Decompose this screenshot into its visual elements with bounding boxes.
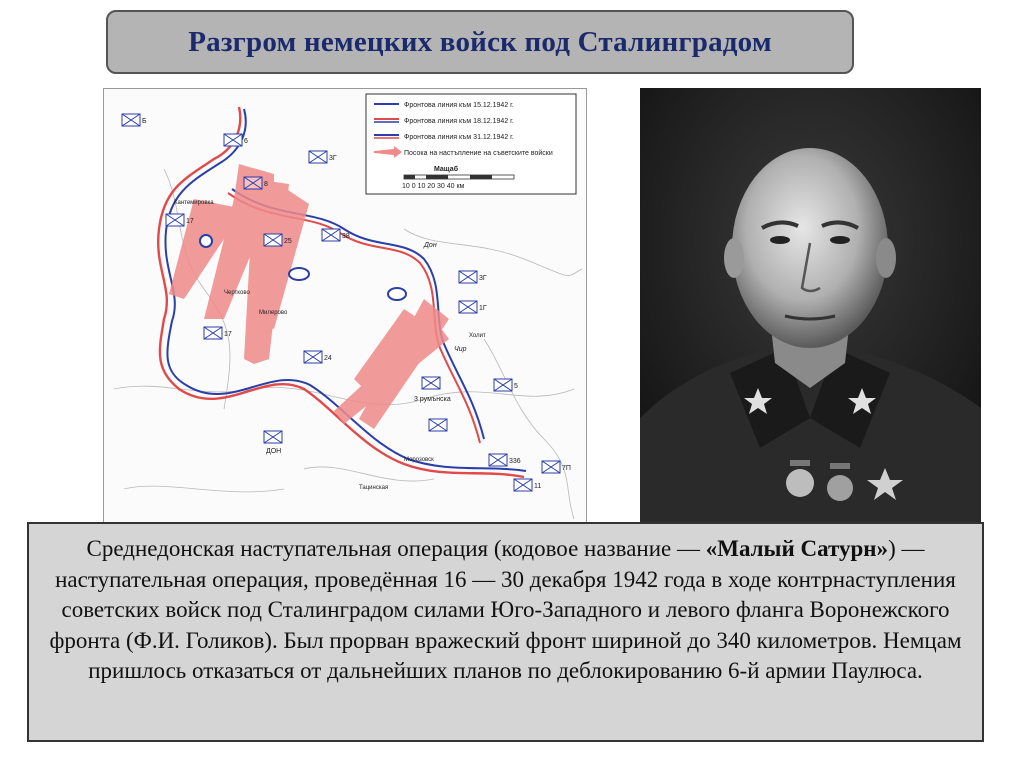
label-army-3g-top: 3Г (329, 155, 337, 162)
label-river-don: Дон (424, 242, 437, 249)
label-army-5: 5 (514, 383, 518, 390)
label-army-8: 8 (264, 181, 268, 188)
label-army-336: 336 (509, 458, 521, 465)
unit-11 (514, 479, 532, 491)
svg-text:Фронтова линия към 18.12.1942: Фронтова линия към 18.12.1942 г. (404, 118, 514, 125)
unit-8 (244, 177, 262, 189)
label-army-b: Б (142, 118, 147, 125)
svg-text:Фронтова линия към 15.12.1942: Фронтова линия към 15.12.1942 г. (404, 102, 514, 109)
portrait-svg (640, 88, 981, 525)
caption-text-2: ) — наступательная операция, проведённая 16 — 30 декабря 1942 года в ходе контрнаступления советских войск под Сталинградом силами Юго-Западного и левого фланга Воронежского фронта (Ф.И. Голиков). Был прорван вражеский фронт шириной до 340 километров. Немцам пришлось отказаться от дальнейших планов по деблокированию 6-й армии Паулюса. (49, 536, 962, 683)
description-box (27, 522, 984, 742)
label-army-don: ДОН (266, 448, 282, 455)
label-army-17-b: 17 (224, 331, 232, 338)
label-city-morozovsk: Морозовск (404, 457, 434, 463)
label-army-1g: 1Г (479, 305, 487, 312)
map-legend (366, 94, 576, 194)
unit-don (264, 431, 282, 443)
unit-17-a (166, 214, 184, 226)
label-army-7p: 7П (562, 465, 571, 472)
unit-7p (542, 461, 560, 473)
slide-title: Разгром немецких войск под Сталинградом (188, 25, 772, 58)
unit-b (122, 114, 140, 126)
unit-3g-right (459, 271, 477, 283)
unit-25 (264, 234, 282, 246)
unit-3g-top (309, 151, 327, 163)
svg-text:Посока на настъпление на съвет: Посока на настъпление на съветските войски (404, 150, 553, 157)
label-group-hollidt: Холит (469, 333, 486, 339)
label-city-tatsinskaya: Тацинская (359, 485, 389, 491)
label-army-25: 25 (284, 238, 292, 245)
unit-17-b (204, 327, 222, 339)
label-army-3g-right: 3Г (479, 275, 487, 282)
golikov-portrait (640, 88, 981, 525)
operation-map (103, 88, 587, 525)
pocket-2 (388, 288, 406, 300)
unit-24 (304, 351, 322, 363)
unit-3-rum (422, 377, 440, 389)
label-army-38: 38 (342, 233, 350, 240)
label-city-kantemirovka: Кантемировка (174, 200, 214, 206)
label-river-chir: Чир (454, 346, 467, 353)
svg-text:10 0 10 20 30 40 км: 10 0 10 20 30 40 км (402, 183, 465, 190)
caption-operation-name: «Малый Сатурн» (705, 536, 889, 561)
map-svg (104, 89, 586, 524)
svg-text:Мащаб: Мащаб (434, 166, 459, 173)
label-army-6: 6 (244, 138, 248, 145)
label-army-17-a: 17 (186, 218, 194, 225)
title-banner (106, 10, 854, 74)
pocket-3 (200, 235, 212, 247)
label-city-chertkovo: Чертково (224, 290, 250, 296)
label-army-3-rum: 3 румънска (414, 396, 451, 403)
label-city-millerovo: Милерово (259, 310, 288, 316)
unit-336 (489, 454, 507, 466)
svg-text:Фронтова линия към 31.12.1942: Фронтова линия към 31.12.1942 г. (404, 134, 514, 141)
label-army-24: 24 (324, 355, 332, 362)
unit-1g-mid (459, 301, 477, 313)
pocket-1 (289, 268, 309, 280)
label-army-11: 11 (534, 483, 542, 490)
unit-38 (322, 229, 340, 241)
caption-text-1: Среднедонская наступательная операция (кодовое название — (86, 536, 706, 561)
unit-5 (494, 379, 512, 391)
unit-1g-low (429, 419, 447, 431)
unit-6 (224, 134, 242, 146)
